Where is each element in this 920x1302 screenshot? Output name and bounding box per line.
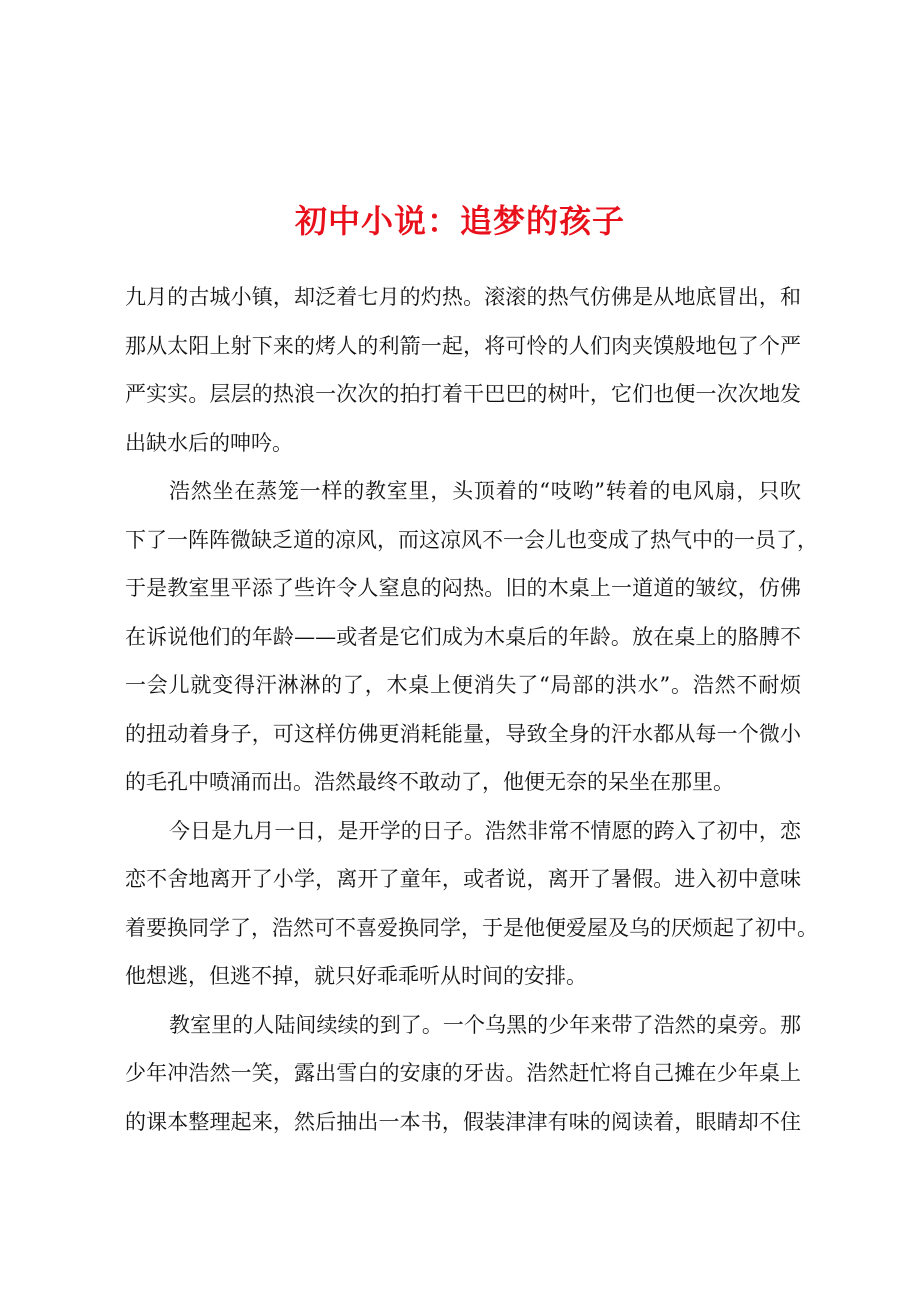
paragraph xyxy=(125,273,801,467)
paragraph xyxy=(125,1001,801,1147)
paragraph-line: 的扭动着身子，可这样仿佛更消耗能量，导致全身的汗水都从每一个微小 xyxy=(125,721,801,746)
paragraph xyxy=(125,467,818,807)
paragraph-line: 九月的古城小镇，却泛着七月的灼热。滚滚的热气仿佛是从地底冒出，和 xyxy=(125,285,801,309)
paragraph-line: 浩然坐在蒸笼一样的教室里，头顶着的“吱哟”转着的电风扇，只吹 xyxy=(169,479,801,503)
paragraph-line: 严实实。层层的热浪一次次的拍打着干巴巴的树叶，它们也便一次次地发 xyxy=(125,382,801,406)
paragraph-line: 少年冲浩然一笑，露出雪白的安康的牙齿。浩然赶忙将自己摊在少年桌上 xyxy=(125,1061,801,1085)
paragraph-line: 出缺水后的呻吟。 xyxy=(125,430,293,455)
paragraph-line: 下了一阵阵微缺乏道的凉风，而这凉风不一会儿也变成了热气中的一员了， xyxy=(125,527,818,552)
paragraph-line: 的课本整理起来，然后抽出一本书，假装津津有味的阅读着，眼睛却不住 xyxy=(125,1109,801,1134)
document-body xyxy=(125,273,818,1146)
paragraph-line: 恋不舍地离开了小学，离开了童年，或者说，离开了暑假。进入初中意味 xyxy=(125,867,801,891)
paragraph-line: 那从太阳上射下来的烤人的利箭一起，将可怜的人们肉夹馍般地包了个严 xyxy=(125,333,801,358)
paragraph-line: 着要换同学了，浩然可不喜爱换同学，于是他便爱屋及乌的厌烦起了初中。 xyxy=(125,915,818,940)
paragraph-line: 今日是九月一日，是开学的日子。浩然非常不情愿的跨入了初中，恋 xyxy=(169,818,801,843)
paragraph-line: 教室里的人陆间续续的到了。一个乌黑的少年来带了浩然的桌旁。那 xyxy=(169,1012,801,1037)
paragraph-line: 在诉说他们的年龄——或者是它们成为木桌后的年龄。放在桌上的胳膊不 xyxy=(125,624,801,649)
paragraph-line: 的毛孔中喷涌而出。浩然最终不敢动了，他便无奈的呆坐在那里。 xyxy=(125,770,734,794)
document-title: 初中小说：追梦的孩子 xyxy=(294,202,625,240)
paragraph xyxy=(125,807,818,1001)
paragraph-line: 他想逃，但逃不掉，就只好乖乖听从时间的安排。 xyxy=(125,964,587,988)
paragraph-line: 一会儿就变得汗淋淋的了，木桌上便消失了“局部的洪水”。浩然不耐烦 xyxy=(125,673,801,697)
paragraph-line: 于是教室里平添了些许令人窒息的闷热。旧的木桌上一道道的皱纹，仿佛 xyxy=(125,576,801,600)
